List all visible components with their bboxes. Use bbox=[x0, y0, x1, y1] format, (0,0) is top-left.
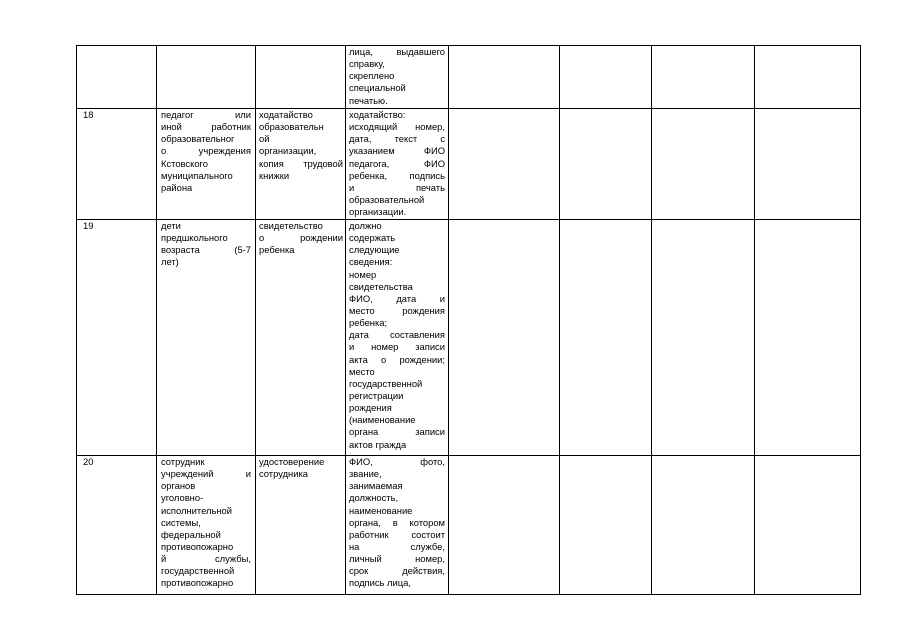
cell-word: копия bbox=[259, 157, 284, 169]
cell-text-line: образовательног bbox=[161, 133, 235, 145]
cell-text-line: ребенка bbox=[259, 244, 295, 256]
cell-word: педагог bbox=[161, 109, 194, 120]
cell-text-line: противопожарно bbox=[161, 577, 234, 589]
cell-word: службе, bbox=[410, 540, 445, 552]
cell-text-line bbox=[349, 456, 445, 468]
cell-text-line: место bbox=[349, 365, 375, 377]
cell-text-line: ходатайство bbox=[259, 109, 313, 120]
column-border bbox=[651, 45, 652, 595]
cell-text-line: федеральной bbox=[161, 528, 221, 540]
cell-text-line: уголовно- bbox=[161, 492, 204, 504]
cell-word: записи bbox=[415, 341, 445, 353]
cell-word: работник bbox=[349, 528, 389, 540]
cell-word: органа, bbox=[349, 516, 381, 528]
row-border bbox=[76, 594, 861, 595]
cell-word: и bbox=[349, 181, 355, 193]
cell-text-line: государственной bbox=[349, 377, 423, 389]
cell-text-line: системы, bbox=[161, 516, 201, 528]
document-cell bbox=[259, 456, 343, 480]
cell-text-line: государственной bbox=[161, 565, 235, 577]
cell-word: в bbox=[392, 516, 398, 528]
cell-text-line: ой bbox=[259, 133, 270, 145]
cell-text-line: должно bbox=[349, 220, 382, 231]
cell-word: возраста bbox=[161, 244, 200, 256]
cell-word: иной bbox=[161, 121, 182, 133]
cell-text-line bbox=[349, 565, 445, 577]
cell-word: указанием bbox=[349, 145, 395, 157]
cell-text-line: ребенка; bbox=[349, 317, 388, 329]
category-cell bbox=[161, 456, 251, 590]
cell-word: о bbox=[259, 232, 265, 244]
cell-text-line: сотрудника bbox=[259, 468, 308, 480]
requirements-cell bbox=[349, 456, 445, 590]
cell-word: и bbox=[349, 341, 355, 353]
category-cell bbox=[161, 220, 251, 269]
cell-word: записи bbox=[415, 426, 445, 438]
cell-text-line: скреплено bbox=[349, 70, 395, 82]
cell-text-line bbox=[349, 145, 445, 157]
row-number: 20 bbox=[83, 456, 94, 467]
cell-word: педагога, bbox=[349, 157, 390, 169]
cell-word: номер, bbox=[415, 121, 445, 133]
cell-word: текст bbox=[394, 133, 418, 145]
cell-word: рождения bbox=[402, 304, 445, 316]
cell-text-line: звание, bbox=[349, 468, 382, 480]
cell-text-line: содержать bbox=[349, 232, 396, 244]
cell-text-line bbox=[349, 541, 445, 553]
cell-text-line: сведения: bbox=[349, 256, 393, 268]
cell-text-line: (наименование bbox=[349, 414, 416, 426]
cell-text-line: следующие bbox=[349, 244, 400, 256]
cell-text-line bbox=[161, 244, 251, 256]
cell-text-line bbox=[349, 305, 445, 317]
cell-text-line: муниципального bbox=[161, 169, 233, 181]
cell-word: состоит bbox=[411, 528, 445, 540]
cell-text-line: противопожарно bbox=[161, 540, 234, 552]
cell-text-line: номер bbox=[349, 268, 377, 280]
cell-word: лица, bbox=[349, 46, 373, 57]
cell-text-line bbox=[349, 553, 445, 565]
cell-text-line bbox=[349, 133, 445, 145]
cell-text-line: удостоверение bbox=[259, 456, 325, 467]
cell-word: или bbox=[235, 109, 251, 120]
cell-text-line bbox=[161, 553, 251, 565]
cell-text-line bbox=[161, 109, 251, 121]
cell-text-line bbox=[161, 121, 251, 133]
cell-text-line bbox=[259, 232, 343, 244]
cell-word: дата bbox=[396, 292, 417, 304]
cell-text-line bbox=[161, 145, 251, 157]
cell-text-line bbox=[349, 354, 445, 366]
cell-text-line: свидетельство bbox=[259, 220, 323, 231]
cell-word: службы, bbox=[214, 553, 251, 565]
cell-word: номер, bbox=[415, 553, 445, 565]
cell-word: действия, bbox=[402, 565, 445, 577]
cell-text-line bbox=[349, 293, 445, 305]
cell-word: печать bbox=[415, 181, 445, 193]
cell-word: личный bbox=[349, 553, 382, 565]
cell-word: учреждения bbox=[198, 145, 251, 157]
cell-word: ФИО bbox=[423, 145, 445, 157]
cell-text-line: свидетельства bbox=[349, 280, 413, 292]
cell-text-line: лет) bbox=[161, 256, 179, 268]
category-cell bbox=[161, 109, 251, 194]
column-border bbox=[156, 45, 157, 595]
cell-word: ФИО bbox=[423, 157, 445, 169]
cell-text-line: ходатайство: bbox=[349, 109, 406, 120]
cell-word: и bbox=[439, 292, 445, 304]
cell-word: ФИО, bbox=[349, 456, 373, 467]
cell-word: й bbox=[161, 553, 167, 565]
cell-word: акта bbox=[349, 353, 368, 365]
cell-word: номер bbox=[371, 341, 399, 353]
column-border bbox=[76, 45, 77, 595]
cell-text-line: рождения bbox=[349, 402, 392, 414]
cell-word: дата, bbox=[349, 133, 372, 145]
column-border bbox=[448, 45, 449, 595]
cell-word: и bbox=[245, 468, 251, 480]
cell-text-line bbox=[349, 182, 445, 194]
cell-word: место bbox=[349, 304, 375, 316]
cell-text-line: организации, bbox=[259, 145, 317, 157]
document-cell bbox=[259, 220, 343, 256]
requirements-cell bbox=[349, 109, 445, 218]
cell-word: рождении; bbox=[399, 353, 445, 365]
document-cell bbox=[259, 109, 343, 182]
row-number: 18 bbox=[83, 109, 94, 120]
cell-text-line: дети bbox=[161, 220, 181, 231]
requirements-cell bbox=[349, 220, 445, 451]
cell-text-line: печатью. bbox=[349, 94, 388, 106]
cell-word: котором bbox=[409, 516, 445, 528]
cell-word: ФИО, bbox=[349, 292, 373, 304]
cell-text-line bbox=[349, 426, 445, 438]
row-border bbox=[76, 45, 861, 46]
cell-text-line: органов bbox=[161, 480, 196, 492]
requirements-cell bbox=[349, 46, 445, 107]
cell-word: (5-7 bbox=[234, 244, 251, 256]
cell-text-line: актов гражда bbox=[349, 438, 407, 450]
column-border bbox=[345, 45, 346, 595]
cell-word: составления bbox=[389, 329, 445, 341]
cell-text-line bbox=[349, 341, 445, 353]
cell-text-line bbox=[349, 517, 445, 529]
cell-text-line: предшкольного bbox=[161, 232, 228, 244]
cell-text-line bbox=[161, 468, 251, 480]
cell-text-line bbox=[259, 158, 343, 170]
cell-text-line: должность, bbox=[349, 492, 399, 504]
cell-text-line: подпись лица, bbox=[349, 577, 411, 589]
cell-text-line bbox=[349, 529, 445, 541]
cell-text-line: района bbox=[161, 181, 193, 193]
cell-text-line: организации. bbox=[349, 206, 407, 218]
cell-word: срок bbox=[349, 565, 369, 577]
cell-word: органа bbox=[349, 426, 379, 438]
cell-text-line: сотрудник bbox=[161, 456, 205, 467]
column-border bbox=[255, 45, 256, 595]
cell-text-line bbox=[349, 121, 445, 133]
cell-text-line: занимаемая bbox=[349, 480, 403, 492]
cell-text-line: образовательн bbox=[259, 121, 324, 133]
cell-word: о bbox=[381, 353, 387, 365]
cell-word: о bbox=[161, 145, 167, 157]
cell-word: учреждений bbox=[161, 468, 214, 480]
cell-text-line: образовательной bbox=[349, 193, 425, 205]
cell-word: дата bbox=[349, 329, 369, 341]
cell-text-line bbox=[349, 329, 445, 341]
cell-word: подпись bbox=[409, 169, 445, 181]
cell-text-line: книжки bbox=[259, 169, 290, 181]
cell-text-line: исполнительной bbox=[161, 504, 232, 516]
cell-word: работник bbox=[211, 121, 251, 133]
cell-word: исходящий bbox=[349, 121, 398, 133]
cell-word: рождении bbox=[300, 232, 343, 244]
cell-word: трудовой bbox=[303, 157, 343, 169]
cell-text-line: специальной bbox=[349, 82, 406, 94]
cell-word: выдавшего bbox=[396, 46, 445, 57]
cell-text-line: регистрации bbox=[349, 389, 404, 401]
column-border bbox=[559, 45, 560, 595]
cell-text-line bbox=[349, 46, 445, 58]
cell-text-line bbox=[349, 158, 445, 170]
row-number: 19 bbox=[83, 220, 94, 231]
cell-word: фото, bbox=[420, 456, 445, 467]
cell-text-line bbox=[349, 170, 445, 182]
column-border bbox=[860, 45, 861, 595]
cell-word: с bbox=[440, 133, 445, 145]
column-border bbox=[754, 45, 755, 595]
cell-text-line: Кстовского bbox=[161, 157, 208, 169]
cell-text-line: справку, bbox=[349, 58, 385, 70]
cell-text-line: наименование bbox=[349, 504, 413, 516]
cell-word: ребенка, bbox=[349, 169, 388, 181]
cell-word: на bbox=[349, 540, 360, 552]
